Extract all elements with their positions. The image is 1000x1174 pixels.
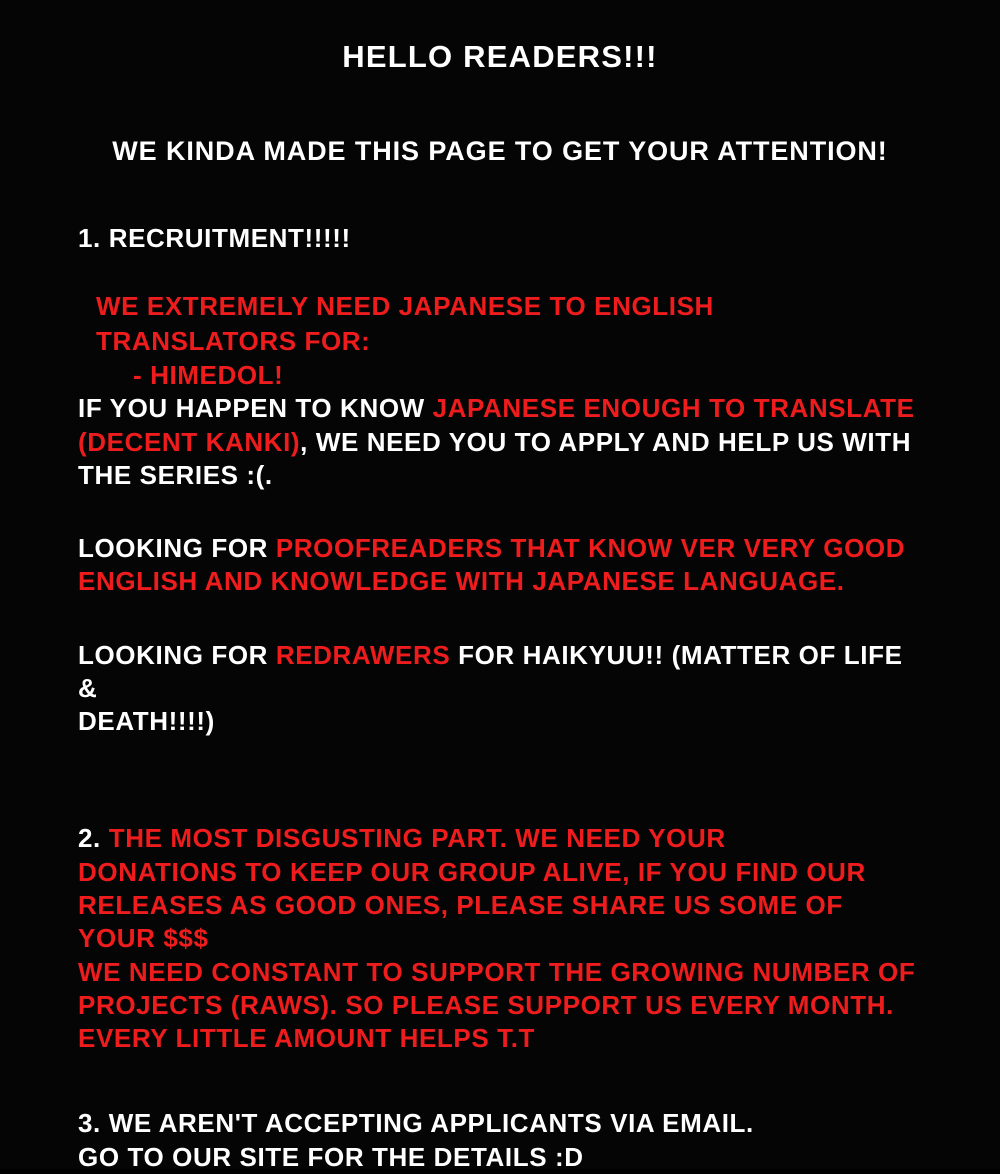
section-3-block [0,1107,1000,1174]
translators-need-item: - HIMEDOL! [133,360,284,391]
section-2-line-2: DONATIONS TO KEEP OUR GROUP ALIVE, IF YOU FIND OUR [78,856,866,887]
section-2-line-6: EVERY LITTLE AMOUNT HELPS T.T [78,1023,536,1054]
para3-part-a: LOOKING FOR [78,639,276,670]
para2-part-b: PROOFREADERS THAT KNOW VER VERY GOOD [275,533,906,564]
section-2-line-3: RELEASES AS GOOD ONES, PLEASE SHARE US SOME OF YOUR $$$ [78,890,843,954]
section-2-line-1: THE MOST DISGUSTING PART. WE NEED YOUR [108,823,726,854]
para1-part-e: THE SERIES :(. [78,459,273,490]
para1-part-b: JAPANESE ENOUGH TO TRANSLATE [432,393,915,424]
para3-part-b: REDRAWERS [275,639,451,670]
section-1-paragraph-3 [0,639,1000,739]
para1-part-c: (DECENT KANKI) [78,426,301,457]
section-2-number: 2. [78,823,109,854]
page-title: HELLO READERS!!! [342,39,658,74]
section-2-block [0,822,1000,1055]
para1-part-a: IF YOU HAPPEN TO KNOW [78,393,433,424]
section-1-paragraph-2 [0,532,1000,599]
page-subtitle: WE KINDA MADE THIS PAGE TO GET YOUR ATTENTION! [112,136,888,167]
para2-part-c: ENGLISH AND KNOWLEDGE WITH JAPANESE LANGUAGE. [78,566,845,597]
section-2-line-5: PROJECTS (RAWS). SO PLEASE SUPPORT US EVERY MONTH. [78,989,894,1020]
section-3-line-2: GO TO OUR SITE FOR THE DETAILS :D [78,1141,584,1172]
para3-part-c: FOR HAIKYUU!! (MATTER OF LIFE & [78,639,903,703]
para1-part-d: , WE NEED YOU TO APPLY AND HELP US WITH [300,426,912,457]
section-2-line-4: WE NEED CONSTANT TO SUPPORT THE GROWING NUMBER OF [78,956,916,987]
section-1-need-block [0,289,1000,392]
para2-part-a: LOOKING FOR [78,533,276,564]
section-1-title: 1. RECRUITMENT!!!!! [78,223,351,254]
section-1-paragraph-1 [0,392,1000,492]
para3-part-d: DEATH!!!!) [78,706,215,737]
translators-need-line: WE EXTREMELY NEED JAPANESE TO ENGLISH TRANSLATORS FOR: [96,291,714,356]
section-3-line-1: 3. WE AREN'T ACCEPTING APPLICANTS VIA EMAIL. [78,1108,754,1139]
